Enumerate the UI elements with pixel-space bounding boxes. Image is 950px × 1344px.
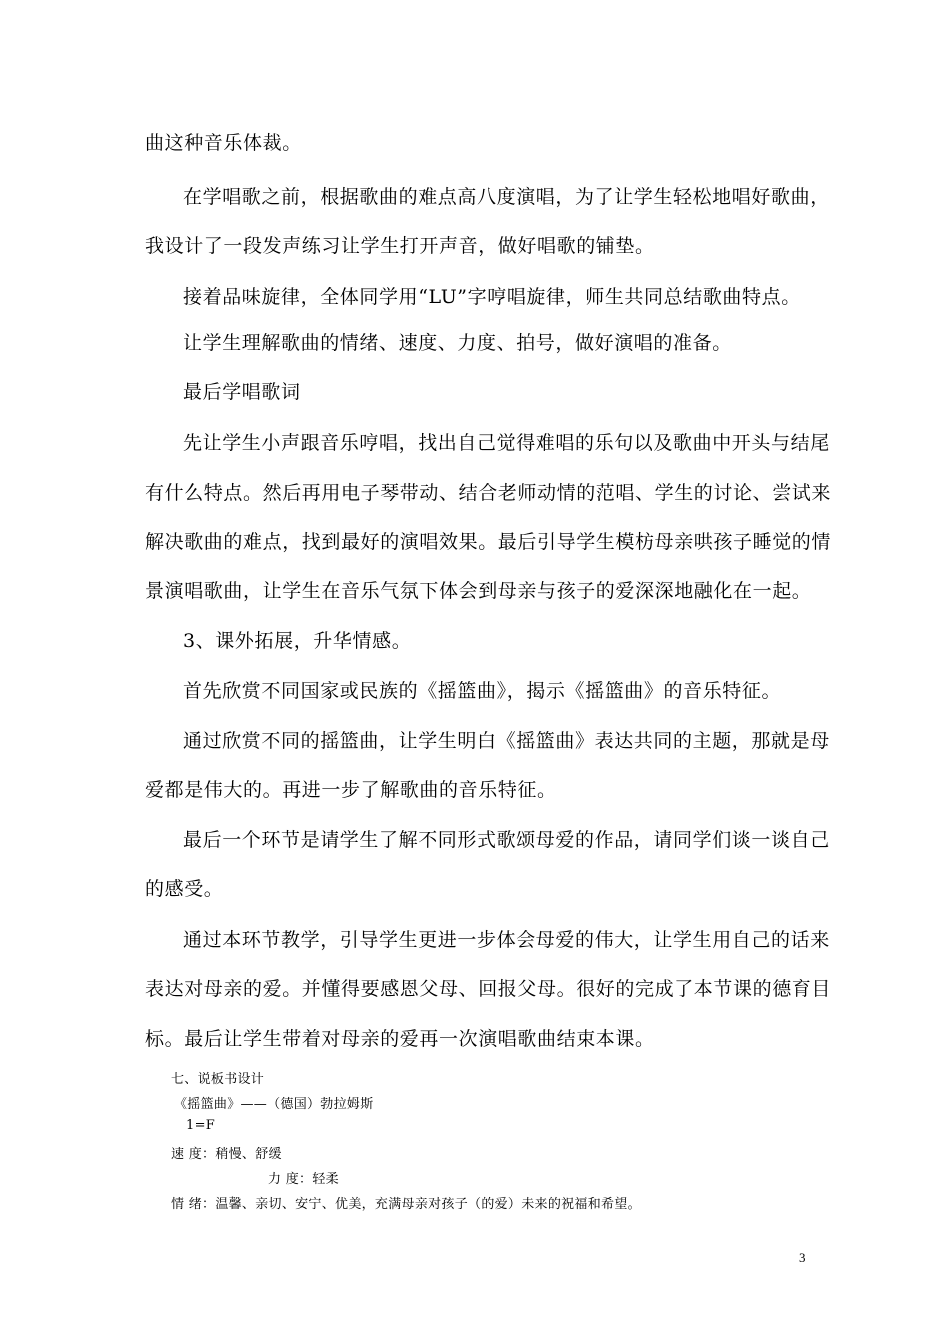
paragraph-line: 先让学生小声跟音乐哼唱，找出自己觉得难唱的乐句以及歌曲中开头与结尾 xyxy=(183,432,830,454)
board-key: 1=F xyxy=(186,1118,216,1133)
paragraph-line: 通过本环节教学，引导学生更进一步体会母爱的伟大，让学生用自己的话来 xyxy=(183,929,830,951)
board-dynamics: 力 度：轻柔 xyxy=(268,1172,339,1187)
paragraph-line: 首先欣赏不同国家或民族的《摇篮曲》，揭示《摇篮曲》的音乐特征。 xyxy=(183,680,782,702)
paragraph-line: 解决歌曲的难点，找到最好的演唱效果。最后引导学生模枋母亲哄孩子睡觉的情 xyxy=(145,531,832,553)
paragraph-line: 3、课外拓展，升华情感。 xyxy=(183,630,412,652)
paragraph-line: 景演唱歌曲，让学生在音乐气氛下体会到母亲与孩子的爱深深地融化在一起。 xyxy=(145,580,812,602)
page-number: 3 xyxy=(799,1250,806,1265)
paragraph-line: 的感受。 xyxy=(145,878,224,900)
paragraph-line: 爱都是伟大的。再进一步了解歌曲的音乐特征。 xyxy=(145,779,557,801)
paragraph-line: 我设计了一段发声练习让学生打开声音，做好唱歌的铺垫。 xyxy=(145,235,655,257)
paragraph-line: 有什么特点。然后再用电子琴带动、结合老师动情的范唱、学生的讨论、尝试来 xyxy=(145,482,832,504)
paragraph-line: 让学生理解歌曲的情绪、速度、力度、拍号，做好演唱的准备。 xyxy=(183,332,732,354)
paragraph-line: 在学唱歌之前，根据歌曲的难点高八度演唱，为了让学生轻松地唱好歌曲， xyxy=(183,186,830,208)
board-title: 《摇篮曲》——（德国）勃拉姆斯 xyxy=(174,1097,374,1112)
paragraph-line: 标。最后让学生带着对母亲的爱再一次演唱歌曲结束本课。 xyxy=(145,1028,655,1050)
paragraph-line: 表达对母亲的爱。并懂得要感恩父母、回报父母。很好的完成了本节课的德育目 xyxy=(145,978,832,1000)
paragraph-line: 接着品味旋律，全体同学用“LU”字哼唱旋律，师生共同总结歌曲特点。 xyxy=(183,286,801,308)
paragraph-line: 最后学唱歌词 xyxy=(183,381,301,403)
board-mood: 情 绪：温馨、亲切、安宁、优美，充满母亲对孩子（的爱）未来的祝福和希望。 xyxy=(171,1197,641,1212)
paragraph-line: 曲这种音乐体裁。 xyxy=(145,132,302,154)
paragraph-line: 最后一个环节是请学生了解不同形式歌颂母爱的作品，请同学们谈一谈自己 xyxy=(183,829,830,851)
board-heading: 七、说板书设计 xyxy=(171,1072,265,1087)
paragraph-line: 通过欣赏不同的摇篮曲，让学生明白《摇篮曲》表达共同的主题，那就是母 xyxy=(183,730,830,752)
board-speed: 速 度：稍慢、舒缓 xyxy=(171,1147,282,1162)
